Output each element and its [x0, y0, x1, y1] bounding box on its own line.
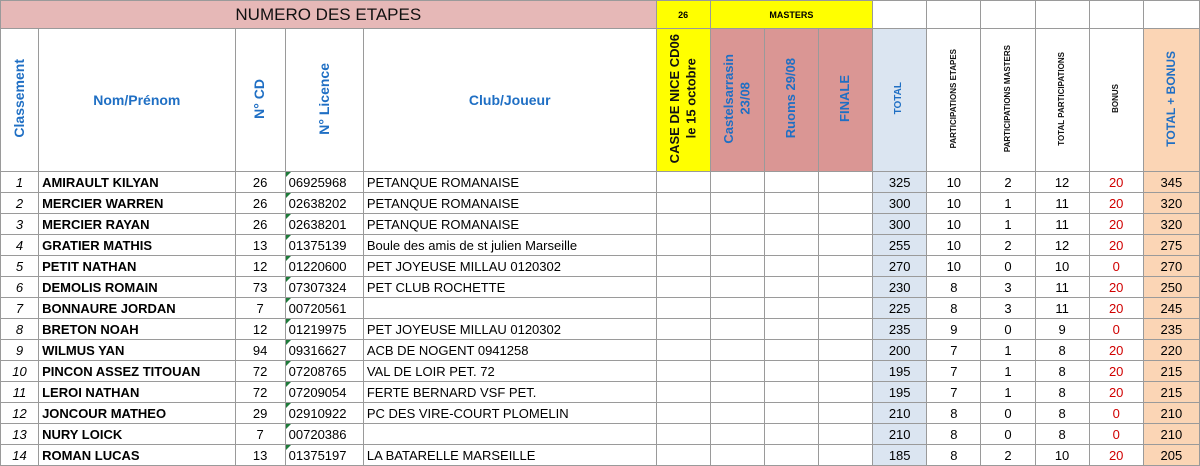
cell-empty-stage	[656, 172, 710, 193]
cell-club: LA BATARELLE MARSEILLE	[363, 445, 656, 466]
cell-pe: 7	[927, 340, 981, 361]
cell-pe: 8	[927, 403, 981, 424]
cell-licence: 02910922	[285, 403, 363, 424]
cell-name: PINCON ASSEZ TITOUAN	[39, 361, 235, 382]
cell-pe: 7	[927, 382, 981, 403]
table-row	[1, 214, 1200, 235]
cell-rank: 5	[1, 256, 39, 277]
cell-empty-stage	[656, 361, 710, 382]
cell-rank: 6	[1, 277, 39, 298]
cell-empty-stage	[656, 424, 710, 445]
cell-empty-stage	[710, 361, 764, 382]
table-row	[1, 277, 1200, 298]
cell-club: ACB DE NOGENT 0941258	[363, 340, 656, 361]
table-row	[1, 382, 1200, 403]
cell-empty-stage	[656, 256, 710, 277]
cell-empty-stage	[818, 424, 872, 445]
cell-total: 185	[873, 445, 927, 466]
cell-empty-stage	[656, 403, 710, 424]
cell-empty-stage	[656, 298, 710, 319]
cell-licence: 07209054	[285, 382, 363, 403]
cell-club	[363, 424, 656, 445]
cell-bonus: 20	[1089, 235, 1143, 256]
cell-rank: 12	[1, 403, 39, 424]
cell-empty-stage	[764, 298, 818, 319]
cell-licence: 00720561	[285, 298, 363, 319]
cell-empty-stage	[656, 382, 710, 403]
cell-empty-stage	[710, 172, 764, 193]
cell-licence: 02638201	[285, 214, 363, 235]
table-body	[1, 172, 1200, 466]
cell-name: GRATIER MATHIS	[39, 235, 235, 256]
cell-empty-stage	[710, 235, 764, 256]
cell-total: 325	[873, 172, 927, 193]
cell-name: MERCIER WARREN	[39, 193, 235, 214]
cell-bonus: 20	[1089, 298, 1143, 319]
cell-licence: 07208765	[285, 361, 363, 382]
cell-cd: 26	[235, 172, 285, 193]
cell-pe: 7	[927, 361, 981, 382]
cell-pe: 9	[927, 319, 981, 340]
table-row	[1, 319, 1200, 340]
top-header-row	[1, 1, 1200, 29]
cell-cd: 72	[235, 361, 285, 382]
cell-total: 235	[873, 319, 927, 340]
cell-tb: 270	[1143, 256, 1199, 277]
cell-pm: 1	[981, 340, 1035, 361]
cell-pm: 3	[981, 277, 1035, 298]
cell-empty-stage	[818, 277, 872, 298]
cell-total: 210	[873, 403, 927, 424]
table-row	[1, 256, 1200, 277]
cell-licence: 00720386	[285, 424, 363, 445]
cell-club: PETANQUE ROMANAISE	[363, 193, 656, 214]
cell-licence: 01375139	[285, 235, 363, 256]
cell-empty-stage	[764, 256, 818, 277]
cell-rank: 13	[1, 424, 39, 445]
cell-cd: 94	[235, 340, 285, 361]
col-total: TOTAL	[873, 29, 927, 172]
col-bonus: BONUS	[1089, 29, 1143, 172]
cell-tp: 8	[1035, 340, 1089, 361]
cell-licence: 01219975	[285, 319, 363, 340]
cell-empty-stage	[656, 214, 710, 235]
cell-name: LEROI NATHAN	[39, 382, 235, 403]
cell-empty-stage	[710, 340, 764, 361]
table-row	[1, 361, 1200, 382]
cell-pe: 10	[927, 193, 981, 214]
col-stage-finale: FINALE	[818, 29, 872, 172]
cell-empty-stage	[764, 403, 818, 424]
cell-name: NURY LOICK	[39, 424, 235, 445]
cell-name: WILMUS YAN	[39, 340, 235, 361]
cell-rank: 2	[1, 193, 39, 214]
cell-name: JONCOUR MATHEO	[39, 403, 235, 424]
column-header-row	[1, 29, 1200, 172]
cell-tp: 8	[1035, 382, 1089, 403]
cell-name: DEMOLIS ROMAIN	[39, 277, 235, 298]
cell-bonus: 0	[1089, 256, 1143, 277]
cell-club: VAL DE LOIR PET. 72	[363, 361, 656, 382]
cell-empty-stage	[818, 172, 872, 193]
cell-tp: 10	[1035, 256, 1089, 277]
cell-pm: 3	[981, 298, 1035, 319]
cell-empty-stage	[764, 277, 818, 298]
cell-rank: 4	[1, 235, 39, 256]
table-row	[1, 424, 1200, 445]
col-classement: Classement	[1, 29, 39, 172]
cell-bonus: 0	[1089, 424, 1143, 445]
col-ncd: N° CD	[235, 29, 285, 172]
cell-cd: 72	[235, 382, 285, 403]
cell-licence: 06925968	[285, 172, 363, 193]
col-total-bonus: TOTAL + BONUS	[1143, 29, 1199, 172]
table-row	[1, 298, 1200, 319]
cell-bonus: 20	[1089, 445, 1143, 466]
col-total-part: TOTAL PARTICIPATIONS	[1035, 29, 1089, 172]
cell-empty-stage	[764, 382, 818, 403]
cell-empty-stage	[764, 235, 818, 256]
cell-bonus: 20	[1089, 172, 1143, 193]
cell-empty-stage	[656, 319, 710, 340]
cell-club: PET JOYEUSE MILLAU 0120302	[363, 256, 656, 277]
cell-cd: 29	[235, 403, 285, 424]
cell-total: 195	[873, 361, 927, 382]
cell-tp: 12	[1035, 172, 1089, 193]
table-row	[1, 445, 1200, 466]
cell-tb: 320	[1143, 214, 1199, 235]
cell-bonus: 0	[1089, 403, 1143, 424]
cell-empty-stage	[656, 193, 710, 214]
cell-bonus: 20	[1089, 214, 1143, 235]
cell-club: PET CLUB ROCHETTE	[363, 277, 656, 298]
cell-cd: 7	[235, 424, 285, 445]
cell-total: 300	[873, 193, 927, 214]
cell-empty-stage	[818, 445, 872, 466]
cell-licence: 07307324	[285, 277, 363, 298]
cell-empty-stage	[764, 445, 818, 466]
cell-empty-stage	[764, 172, 818, 193]
cell-pm: 2	[981, 172, 1035, 193]
cell-cd: 12	[235, 256, 285, 277]
cell-tb: 345	[1143, 172, 1199, 193]
cell-tb: 210	[1143, 424, 1199, 445]
cell-club: PETANQUE ROMANAISE	[363, 214, 656, 235]
cell-club: PC DES VIRE-COURT PLOMELIN	[363, 403, 656, 424]
cell-pm: 1	[981, 193, 1035, 214]
cell-pe: 8	[927, 298, 981, 319]
cell-tp: 8	[1035, 403, 1089, 424]
cell-bonus: 20	[1089, 193, 1143, 214]
col-nom: Nom/Prénom	[39, 29, 235, 172]
cell-licence: 01375197	[285, 445, 363, 466]
cell-empty-stage	[656, 277, 710, 298]
cell-name: BRETON NOAH	[39, 319, 235, 340]
col-part-etapes: PARTICIPATIONS ETAPES	[927, 29, 981, 172]
cell-cd: 13	[235, 445, 285, 466]
cell-pe: 8	[927, 277, 981, 298]
cell-tp: 11	[1035, 193, 1089, 214]
cell-name: ROMAN LUCAS	[39, 445, 235, 466]
cell-empty-stage	[710, 298, 764, 319]
cell-empty-stage	[656, 340, 710, 361]
cell-cd: 13	[235, 235, 285, 256]
cell-empty-stage	[818, 403, 872, 424]
cell-empty-stage	[818, 340, 872, 361]
cell-bonus: 20	[1089, 361, 1143, 382]
col-licence: N° Licence	[285, 29, 363, 172]
cell-empty-stage	[710, 256, 764, 277]
cell-pm: 1	[981, 214, 1035, 235]
cell-tp: 11	[1035, 214, 1089, 235]
cell-empty-stage	[710, 193, 764, 214]
cell-empty-stage	[818, 214, 872, 235]
cell-club	[363, 298, 656, 319]
cell-pm: 1	[981, 382, 1035, 403]
cell-empty-stage	[710, 445, 764, 466]
cell-club: PET JOYEUSE MILLAU 0120302	[363, 319, 656, 340]
cell-pm: 1	[981, 361, 1035, 382]
table-row	[1, 235, 1200, 256]
cell-pe: 10	[927, 235, 981, 256]
cell-total: 270	[873, 256, 927, 277]
masters-label: MASTERS	[710, 1, 872, 29]
cell-tp: 10	[1035, 445, 1089, 466]
cell-name: MERCIER RAYAN	[39, 214, 235, 235]
cell-empty-stage	[710, 424, 764, 445]
cell-bonus: 0	[1089, 319, 1143, 340]
cell-empty-stage	[818, 298, 872, 319]
cell-empty-stage	[764, 319, 818, 340]
table-row	[1, 172, 1200, 193]
cell-empty-stage	[764, 340, 818, 361]
cell-pm: 0	[981, 319, 1035, 340]
col-stage-nice: CASE DE NICE CD06 le 15 octobre	[656, 29, 710, 172]
cell-tb: 250	[1143, 277, 1199, 298]
cell-tp: 9	[1035, 319, 1089, 340]
cell-rank: 10	[1, 361, 39, 382]
cell-empty-stage	[818, 256, 872, 277]
cell-tb: 320	[1143, 193, 1199, 214]
cell-empty-stage	[818, 319, 872, 340]
cell-rank: 8	[1, 319, 39, 340]
cell-bonus: 20	[1089, 340, 1143, 361]
cell-name: AMIRAULT KILYAN	[39, 172, 235, 193]
cell-club: Boule des amis de st julien Marseille	[363, 235, 656, 256]
cell-empty-stage	[710, 403, 764, 424]
col-part-masters: PARTICIPATIONS MASTERS	[981, 29, 1035, 172]
cell-club: FERTE BERNARD VSF PET.	[363, 382, 656, 403]
cell-pe: 8	[927, 424, 981, 445]
cell-tb: 210	[1143, 403, 1199, 424]
cell-empty-stage	[710, 319, 764, 340]
cell-cd: 73	[235, 277, 285, 298]
cell-pm: 0	[981, 424, 1035, 445]
cell-name: PETIT NATHAN	[39, 256, 235, 277]
cell-rank: 11	[1, 382, 39, 403]
cell-tb: 235	[1143, 319, 1199, 340]
cell-pe: 10	[927, 172, 981, 193]
cell-empty-stage	[710, 382, 764, 403]
cell-cd: 7	[235, 298, 285, 319]
cell-tb: 245	[1143, 298, 1199, 319]
cell-total: 255	[873, 235, 927, 256]
col-stage-castelsarrasin: Castelsarrasin 23/08	[710, 29, 764, 172]
cell-pe: 10	[927, 214, 981, 235]
cell-licence: 01220600	[285, 256, 363, 277]
cell-rank: 14	[1, 445, 39, 466]
stage-number: 26	[656, 1, 710, 29]
col-club: Club/Joueur	[363, 29, 656, 172]
cell-total: 300	[873, 214, 927, 235]
cell-pm: 0	[981, 403, 1035, 424]
cell-empty-stage	[818, 382, 872, 403]
cell-tp: 11	[1035, 298, 1089, 319]
cell-total: 210	[873, 424, 927, 445]
cell-club: PETANQUE ROMANAISE	[363, 172, 656, 193]
cell-total: 225	[873, 298, 927, 319]
cell-total: 230	[873, 277, 927, 298]
cell-tb: 205	[1143, 445, 1199, 466]
cell-empty-stage	[710, 277, 764, 298]
cell-rank: 9	[1, 340, 39, 361]
table-row	[1, 403, 1200, 424]
cell-tp: 8	[1035, 424, 1089, 445]
cell-empty-stage	[656, 235, 710, 256]
table-row	[1, 340, 1200, 361]
cell-pe: 8	[927, 445, 981, 466]
cell-empty-stage	[764, 361, 818, 382]
cell-rank: 3	[1, 214, 39, 235]
cell-licence: 02638202	[285, 193, 363, 214]
cell-name: BONNAURE JORDAN	[39, 298, 235, 319]
cell-pm: 0	[981, 256, 1035, 277]
cell-licence: 09316627	[285, 340, 363, 361]
cell-bonus: 20	[1089, 277, 1143, 298]
cell-empty-stage	[764, 424, 818, 445]
cell-cd: 12	[235, 319, 285, 340]
cell-empty-stage	[764, 214, 818, 235]
cell-tp: 11	[1035, 277, 1089, 298]
cell-empty-stage	[818, 193, 872, 214]
cell-tb: 220	[1143, 340, 1199, 361]
cell-total: 200	[873, 340, 927, 361]
cell-cd: 26	[235, 214, 285, 235]
cell-tp: 12	[1035, 235, 1089, 256]
cell-pe: 10	[927, 256, 981, 277]
cell-tp: 8	[1035, 361, 1089, 382]
cell-empty-stage	[656, 445, 710, 466]
cell-empty-stage	[818, 235, 872, 256]
col-stage-ruoms: Ruoms 29/08	[764, 29, 818, 172]
table-row	[1, 193, 1200, 214]
cell-bonus: 20	[1089, 382, 1143, 403]
cell-cd: 26	[235, 193, 285, 214]
cell-rank: 1	[1, 172, 39, 193]
cell-tb: 275	[1143, 235, 1199, 256]
cell-empty-stage	[818, 361, 872, 382]
cell-empty-stage	[710, 214, 764, 235]
cell-empty-stage	[764, 193, 818, 214]
sheet-title: NUMERO DES ETAPES	[1, 1, 657, 29]
cell-rank: 7	[1, 298, 39, 319]
cell-pm: 2	[981, 445, 1035, 466]
cell-total: 195	[873, 382, 927, 403]
cell-tb: 215	[1143, 361, 1199, 382]
cell-tb: 215	[1143, 382, 1199, 403]
cell-pm: 2	[981, 235, 1035, 256]
